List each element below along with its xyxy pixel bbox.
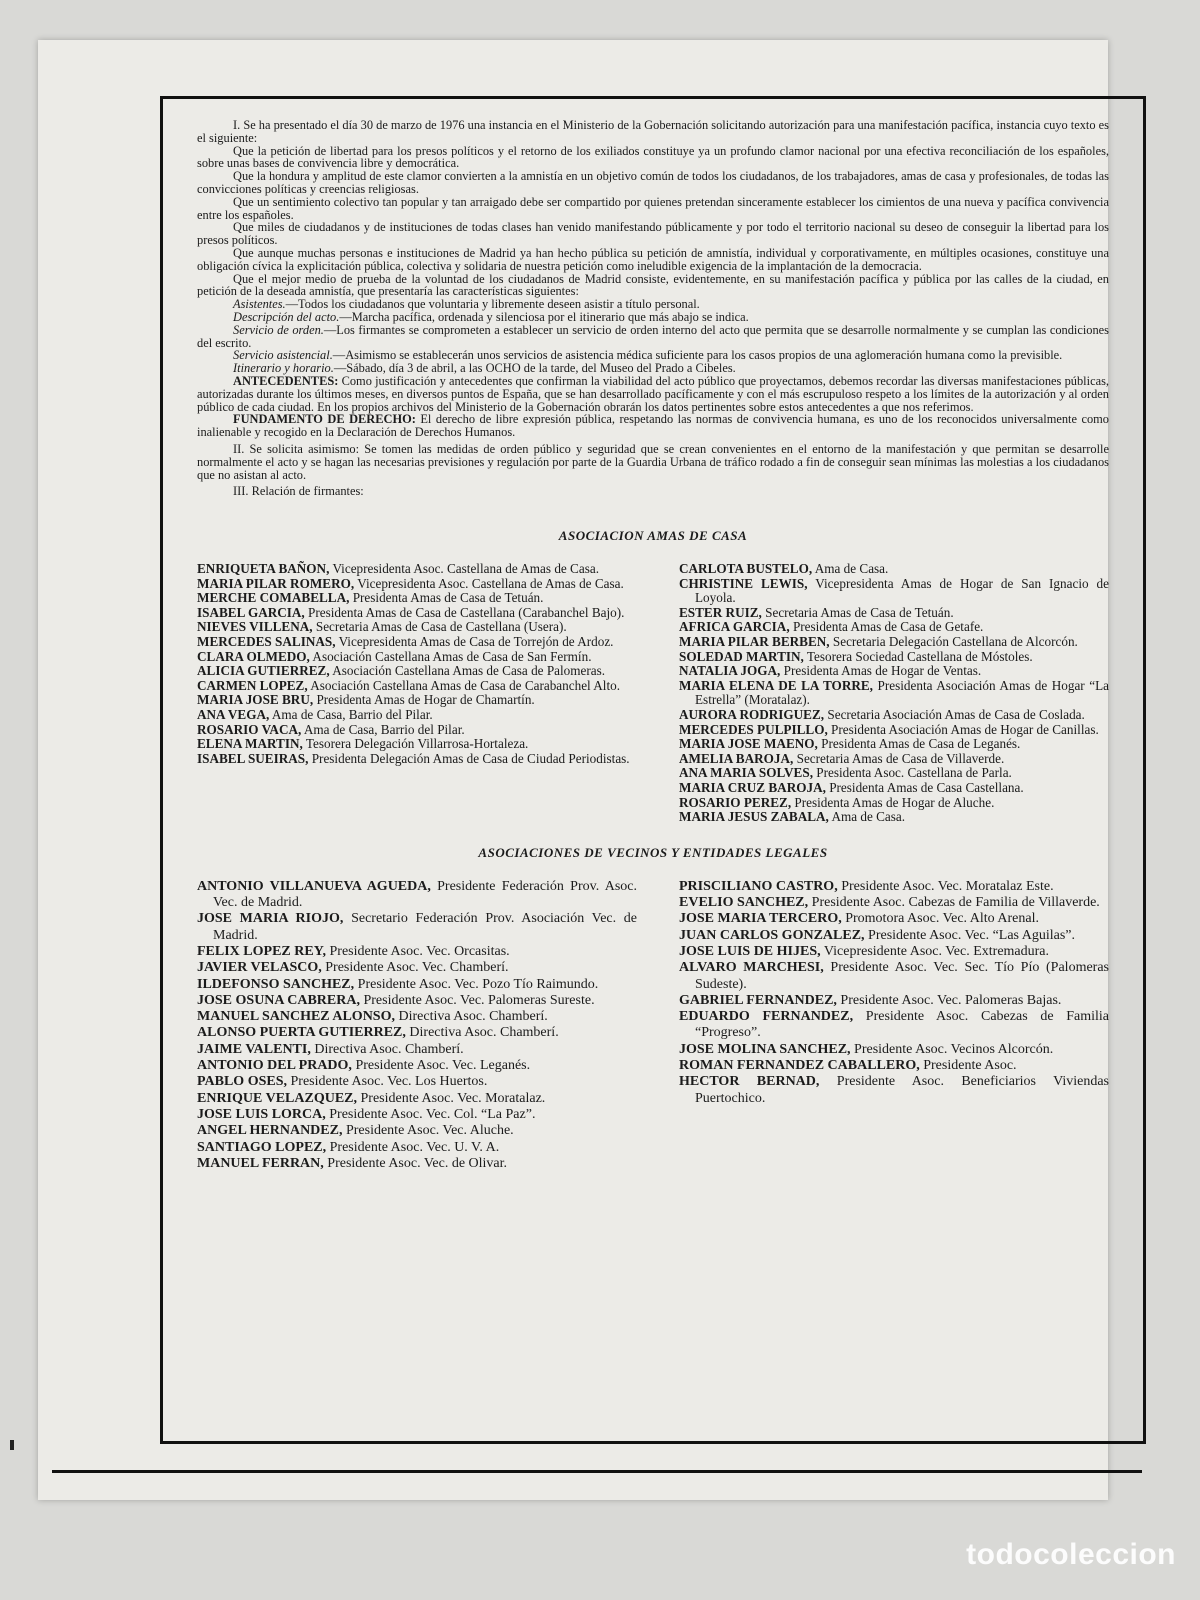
signatory-entry [197, 591, 637, 606]
signatory-name: JAVIER VELASCO, [197, 960, 322, 976]
signatory-role: Directiva Asoc. Chamberí. [314, 1041, 464, 1057]
signatory-entry [197, 993, 637, 1009]
signatory-name: ESTER RUIZ, [679, 604, 762, 620]
signatory-role: Presidenta Asoc. Castellana de Parla. [816, 765, 1012, 781]
signatory-entry [679, 810, 1109, 825]
amas-section-title: ASOCIACION AMAS DE CASA [558, 528, 748, 544]
signatory-role: Directiva Asoc. Chamberí. [409, 1025, 559, 1041]
signatory-role: Presidente Asoc. Beneficiarios Viviendas Puertochico. [695, 1074, 1110, 1106]
signatory-name: EVELIO SANCHEZ, [679, 895, 809, 911]
signatory-role: Asociación Castellana Amas de Casa de Palomeras. [332, 663, 606, 679]
signatory-name: ENRIQUETA BAÑON, [197, 561, 330, 577]
signatory-role: Vicepresidenta Asoc. Castellana de Amas de Casa. [332, 561, 599, 577]
signatory-role: Secretaria Delegación Castellana de Alcorcón. [832, 634, 1078, 650]
signatory-entry [197, 911, 637, 944]
signatory-role: Presidente Asoc. Vec. Moratalaz Este. [841, 878, 1054, 894]
signatory-entry [679, 766, 1109, 781]
signatory-role: Presidente Asoc. Vec. Orcasitas. [329, 943, 510, 959]
signatory-entry [679, 752, 1109, 767]
signatory-entry [679, 708, 1109, 723]
signatory-role: Presidenta Amas de Casa de Getafe. [792, 619, 984, 635]
signatory-entry [197, 1025, 637, 1041]
signatory-name: NATALIA JOGA, [679, 663, 781, 679]
signatory-role: Presidenta Amas de Casa de Tetuán. [352, 590, 544, 606]
margin-mark [10, 1440, 14, 1450]
signatory-role: Presidenta Delegación Amas de Casa de Ciudad Periodistas. [311, 750, 630, 766]
signatory-name: JAIME VALENTI, [197, 1041, 311, 1057]
signatory-role: Presidente Asoc. Vec. Palomeras Sureste. [363, 992, 595, 1008]
signatory-name: AFRICA GARCIA, [679, 619, 790, 635]
signatory-role: Presidente Asoc. Cabezas de Familia de Villaverde. [811, 895, 1100, 911]
servicio-label: Servicio de orden. [233, 322, 324, 337]
signatory-role: Directiva Asoc. Chamberí. [398, 1009, 548, 1025]
signatory-name: JOSE MARIA RIOJO, [197, 911, 344, 927]
signatory-name: JOSE LUIS LORCA, [197, 1106, 326, 1122]
signatory-entry [197, 944, 637, 960]
signatory-role: Secretaria Amas de Casa de Tetuán. [765, 604, 954, 620]
signatory-entry [197, 1074, 637, 1090]
signatory-name: MARIA PILAR BERBEN, [679, 634, 830, 650]
signatory-entry [679, 1042, 1109, 1058]
signatory-entry [679, 679, 1109, 708]
signatory-entry [679, 960, 1109, 993]
amas-signatories [197, 562, 1109, 825]
amas-left-column [197, 562, 637, 825]
vecinos-section-title: ASOCIACIONES DE VECINOS Y ENTIDADES LEGALES [478, 844, 828, 860]
signatory-name: ANA MARIA SOLVES, [679, 765, 813, 781]
signatory-entry [679, 635, 1109, 650]
signatory-name: SANTIAGO LOPEZ, [197, 1139, 327, 1155]
signatory-entry [197, 606, 637, 621]
signatory-entry [679, 723, 1109, 738]
watermark-logo: todocoleccion [966, 1538, 1176, 1571]
signatory-entry [197, 679, 637, 694]
signatory-entry [679, 1074, 1109, 1107]
descripcion-text: —Marcha pacífica, ordenada y silenciosa por el itinerario que más abajo se indica. [339, 309, 749, 324]
signatory-name: JOSE OSUNA CABRERA, [197, 992, 360, 1008]
signatory-name: ALONSO PUERTA GUTIERREZ, [197, 1025, 406, 1041]
signatory-entry [197, 960, 637, 976]
signatory-name: MARIA CRUZ BAROJA, [679, 780, 826, 796]
signatory-name: HECTOR BERNAD, [679, 1074, 820, 1090]
paragraph-2: Que la petición de libertad para los presos políticos y el retorno de los exiliados constituye ya un profundo clamor nacional por una efectiva reconciliación de los españoles, sobre unas bases de convivencia libre y democrática. [197, 143, 1109, 171]
amas-right-column [679, 562, 1109, 825]
signatory-role: Presidente Asoc. Vec. Sec. Tío Pío (Palomeras Sudeste). [695, 960, 1110, 992]
signatory-name: ANA VEGA, [197, 707, 270, 723]
signatory-role: Ama de Casa, Barrio del Pilar. [303, 721, 465, 737]
signatory-role: Presidenta Asociación Amas de Hogar de Canillas. [831, 721, 1099, 737]
signatory-name: CHRISTINE LEWIS, [679, 575, 808, 591]
fundamento-paragraph [197, 413, 1109, 439]
signatory-role: Presidente Asoc. Vec. Chamberí. [325, 960, 509, 976]
antecedentes-paragraph [197, 375, 1109, 413]
signatory-entry [197, 752, 637, 767]
signatory-role: Ama de Casa. [831, 809, 906, 825]
signatory-role: Presidente Asoc. Vec. Aluche. [345, 1123, 514, 1139]
vecinos-signatories [197, 879, 1109, 1172]
paragraph-ii: II. Se solicita asimismo: Se tomen las medidas de orden público y seguridad que se crean convenientes en el entorno de la manifestación y que permitan se desarrolle normalmente el acto y se hagan las necesarias previsiones y regulación por parte de la Guardia Urbana de tráfico rodado a fin de conseguir sean mínimas las molestias a los ciudadanos que no asistan al acto. [197, 441, 1109, 482]
signatory-entry [679, 993, 1109, 1009]
signatory-name: GABRIEL FERNANDEZ, [679, 992, 837, 1008]
signatory-entry [197, 1091, 637, 1107]
signatory-entry [679, 606, 1109, 621]
signatory-role: Presidente Asoc. Cabezas de Familia “Progreso”. [695, 1009, 1110, 1041]
signatory-entry [679, 577, 1109, 606]
signatory-role: Presidente Asoc. Vec. U. V. A. [329, 1139, 500, 1155]
servicio-text: —Los firmantes se comprometen a establecer un servicio de orden interno del acto que permita que se desarrolle normalmente y se cumplan las condiciones del escrito. [197, 322, 1109, 350]
paragraph-5: Que miles de ciudadanos y de instituciones de todas clases han venido manifestando públicamente y por todo el territorio nacional su deseo de conseguir la libertad para los presos políticos. [197, 220, 1109, 248]
signatory-role: Presidente Asoc. [923, 1058, 1017, 1074]
servicio-paragraph [197, 324, 1109, 350]
signatory-role: Secretaria Amas de Casa de Castellana (Usera). [315, 619, 567, 635]
signatory-role: Vicepresidenta Amas de Casa de Torrejón de Ardoz. [338, 634, 614, 650]
signatory-role: Secretaria Asociación Amas de Casa de Coslada. [827, 707, 1085, 723]
paragraph-6: Que aunque muchas personas e instituciones de Madrid ya han hecho pública su petición de amnistía, individual y corporativamente, en múltiples ocasiones, constituye una obligación cívica la explicitación pública, colectiva y solidaria de nuestra petición como ineludible exigencia de la implantación de la democracia. [197, 245, 1109, 273]
signatory-name: MERCEDES SALINAS, [197, 634, 336, 650]
signatory-role: Asociación Castellana Amas de Casa de San Fermín. [312, 648, 592, 664]
signatory-entry [197, 1009, 637, 1025]
signatory-name: ELENA MARTIN, [197, 736, 303, 752]
signatory-name: MARIA JESUS ZABALA, [679, 809, 829, 825]
signatory-entry [679, 1058, 1109, 1074]
vecinos-left-column [197, 879, 637, 1172]
signatory-entry [197, 708, 637, 723]
signatory-entry [679, 911, 1109, 927]
signatory-entry [679, 879, 1109, 895]
asistentes-text: —Todos los ciudadanos que voluntaria y libremente deseen asistir a título personal. [285, 297, 700, 312]
signatory-role: Tesorera Delegación Villarrosa-Hortaleza. [305, 736, 529, 752]
signatory-entry [197, 620, 637, 635]
signatory-name: AMELIA BAROJA, [679, 750, 794, 766]
signatory-name: MERCEDES PULPILLO, [679, 721, 828, 737]
signatory-role: Presidente Asoc. Vec. Palomeras Bajas. [840, 992, 1062, 1008]
antecedentes-label: ANTECEDENTES: [233, 373, 339, 388]
document-frame [160, 96, 1146, 1444]
signatory-entry [197, 635, 637, 650]
signatory-name: ANTONIO VILLANUEVA AGUEDA, [197, 878, 431, 894]
signatory-role: Presidente Asoc. Vec. Moratalaz. [360, 1090, 546, 1106]
signatory-role: Secretaria Amas de Casa de Villaverde. [796, 750, 1005, 766]
signatory-name: ISABEL GARCIA, [197, 604, 305, 620]
signatory-role: Asociación Castellana Amas de Casa de Carabanchel Alto. [310, 677, 621, 693]
paragraph-7: Que el mejor medio de prueba de la voluntad de los ciudadanos de Madrid consiste, evidentemente, en su manifestación pacífica y pública por las calles de la ciudad, en petición de la deseada amnistía, que presentaría las características siguientes: [197, 271, 1109, 299]
signatory-name: NIEVES VILLENA, [197, 619, 313, 635]
signatory-role: Presidente Asoc. Vec. Los Huertos. [290, 1074, 488, 1090]
signatory-entry [679, 664, 1109, 679]
signatory-name: ROMAN FERNANDEZ CABALLERO, [679, 1058, 920, 1074]
signatory-entry [679, 650, 1109, 665]
signatory-name: MANUEL FERRAN, [197, 1155, 324, 1171]
signatory-role: Presidente Asoc. Vec. Pozo Tío Raimundo. [357, 976, 599, 992]
paragraph-3: Que la hondura y amplitud de este clamor convierten a la amnistía en un objetivo común de todos los ciudadanos, de los trabajadores, amas de casa y profesionales, de todas las convicciones políticas y creencias religiosas. [197, 169, 1109, 196]
itinerario-text: —Sábado, día 3 de abril, a las OCHO de la tarde, del Museo del Prado a Cibeles. [333, 361, 736, 376]
signatory-name: MERCHE COMABELLA, [197, 590, 350, 606]
signatory-role: Presidente Asoc. Vec. “Las Aguilas”. [868, 927, 1076, 943]
signatory-role: Presidente Asoc. Vec. Col. “La Paz”. [329, 1106, 536, 1122]
bottom-rule [52, 1470, 1142, 1473]
vecinos-right-column [679, 879, 1109, 1172]
signatory-role: Presidenta Amas de Casa de Castellana (Carabanchel Bajo). [308, 604, 625, 620]
signatory-name: FELIX LOPEZ REY, [197, 943, 327, 959]
signatory-entry [197, 1140, 637, 1156]
signatory-name: ALICIA GUTIERREZ, [197, 663, 330, 679]
signatory-entry [197, 723, 637, 738]
signatory-name: EDUARDO FERNANDEZ, [679, 1009, 854, 1025]
signatory-entry [679, 562, 1109, 577]
signatory-name: CLARA OLMEDO, [197, 648, 310, 664]
itinerario-label: Itinerario y horario. [233, 361, 334, 376]
signatory-entry [197, 562, 637, 577]
signatory-role: Promotora Asoc. Vec. Alto Arenal. [845, 911, 1039, 927]
signatory-entry [679, 928, 1109, 944]
paragraph-iii: III. Relación de firmantes: [233, 484, 364, 499]
signatory-entry [679, 1009, 1109, 1042]
signatory-entry [197, 1107, 637, 1123]
signatory-name: JOSE MOLINA SANCHEZ, [679, 1041, 851, 1057]
signatory-name: CARLOTA BUSTELO, [679, 561, 813, 577]
signatory-name: MARIA PILAR ROMERO, [197, 575, 355, 591]
signatory-role: Vicepresidenta Amas de Hogar de San Ignacio de Loyola. [695, 575, 1109, 606]
signatory-name: ISABEL SUEIRAS, [197, 750, 309, 766]
signatory-entry [197, 1156, 637, 1172]
intro-text [197, 119, 1109, 498]
asistencial-text: —Asimismo se establecerán unos servicios de asistencia médica suficiente para los casos propios de una aglomeración humana como la previsible. [332, 348, 1063, 363]
signatory-name: ALVARO MARCHESI, [679, 960, 824, 976]
signatory-name: SOLEDAD MARTIN, [679, 648, 804, 664]
signatory-name: ANGEL HERNANDEZ, [197, 1123, 343, 1139]
signatory-entry [197, 737, 637, 752]
signatory-entry [197, 693, 637, 708]
signatory-role: Presidenta Amas de Hogar de Ventas. [783, 663, 982, 679]
asistencial-label: Servicio asistencial. [233, 348, 333, 363]
antecedentes-text: Como justificación y antecedentes que confirman la viabilidad del acto público que proyectamos, debemos recordar las diversas manifestaciones públicas, autorizadas durante los últimos meses, en diversos puntos de España, que se han desarrollado pacíficamente y con el más escrupuloso respeto a los límites de la autorización y al orden público de cada ciudad. En los propios archivos del Ministerio de la Gobernación obrarán los datos pertinentes sobre estos antecedentes a que nos referimos. [197, 373, 1109, 414]
signatory-entry [197, 650, 637, 665]
fundamento-text: El derecho de libre expresión pública, respetando las normas de convivencia humana, es uno de los reconocidos universalmente como inalienable y recogido en la Declaración de Derechos Humanos. [197, 412, 1109, 440]
signatory-name: MARIA JOSE MAENO, [679, 736, 818, 752]
signatory-role: Tesorera Sociedad Castellana de Móstoles. [806, 648, 1033, 664]
signatory-role: Presidente Federación Prov. Asoc. Vec. de Madrid. [213, 878, 637, 911]
signatory-name: JOSE MARIA TERCERO, [679, 911, 842, 927]
signatory-role: Secretario Federación Prov. Asociación Vec. de Madrid. [213, 911, 638, 943]
signatory-role: Vicepresidente Asoc. Vec. Extremadura. [823, 943, 1050, 959]
signatory-name: ENRIQUE VELAZQUEZ, [197, 1090, 358, 1106]
signatory-name: PRISCILIANO CASTRO, [679, 878, 838, 894]
signatory-role: Presidente Asoc. Vec. de Olivar. [327, 1155, 508, 1171]
signatory-entry [679, 944, 1109, 960]
signatory-entry [197, 1058, 637, 1074]
signatory-name: PABLO OSES, [197, 1074, 287, 1090]
signatory-entry [197, 977, 637, 993]
paragraph-4: Que un sentimiento colectivo tan popular y tan arraigado debe ser compartido por quienes pretendan sinceramente establecer los cimientos de una nueva y pacífica convivencia entre los españoles. [197, 194, 1109, 222]
signatory-entry [197, 1123, 637, 1139]
fundamento-label: FUNDAMENTO DE DERECHO: [233, 412, 416, 427]
signatory-role: Presidenta Asociación Amas de Hogar “La Estrella” (Moratalaz). [695, 677, 1110, 708]
descripcion-label: Descripción del acto. [233, 309, 340, 324]
signatory-name: ILDEFONSO SANCHEZ, [197, 976, 355, 992]
signatory-role: Presidente Asoc. Vecinos Alcorcón. [854, 1041, 1054, 1057]
signatory-name: AURORA RODRIGUEZ, [679, 707, 825, 723]
signatory-entry [679, 737, 1109, 752]
signatory-name: JOSE LUIS DE HIJES, [679, 943, 821, 959]
signatory-entry [679, 796, 1109, 811]
signatory-name: ANTONIO DEL PRADO, [197, 1058, 352, 1074]
signatory-role: Ama de Casa, Barrio del Pilar. [271, 707, 433, 723]
signatory-name: ROSARIO VACA, [197, 721, 302, 737]
signatory-name: MANUEL SANCHEZ ALONSO, [197, 1009, 395, 1025]
signatory-entry [197, 664, 637, 679]
signatory-name: MARIA JOSE BRU, [197, 692, 314, 708]
signatory-role: Presidenta Amas de Casa de Leganés. [821, 736, 1021, 752]
signatory-entry [197, 577, 637, 592]
signatory-role: Presidenta Amas de Hogar de Chamartín. [316, 692, 535, 708]
signatory-name: ROSARIO PEREZ, [679, 794, 792, 810]
signatory-entry [197, 879, 637, 912]
signatory-role: Ama de Casa. [814, 561, 889, 577]
signatory-role: Presidenta Amas de Casa Castellana. [829, 780, 1024, 796]
signatory-entry [679, 781, 1109, 796]
signatory-entry [679, 895, 1109, 911]
signatory-role: Presidente Asoc. Vec. Leganés. [355, 1058, 531, 1074]
signatory-entry [679, 620, 1109, 635]
signatory-role: Vicepresidenta Asoc. Castellana de Amas de Casa. [357, 575, 624, 591]
signatory-entry [197, 1042, 637, 1058]
signatory-name: JUAN CARLOS GONZALEZ, [679, 927, 865, 943]
signatory-name: MARIA ELENA DE LA TORRE, [679, 677, 873, 693]
signatory-name: CARMEN LOPEZ, [197, 677, 308, 693]
asistentes-label: Asistentes. [233, 297, 286, 312]
paragraph-1: I. Se ha presentado el día 30 de marzo de 1976 una instancia en el Ministerio de la Gobernación solicitando autorización para una manifestación pacífica, instancia cuyo texto es el siguiente: [197, 118, 1109, 145]
signatory-role: Presidenta Amas de Hogar de Aluche. [794, 794, 995, 810]
